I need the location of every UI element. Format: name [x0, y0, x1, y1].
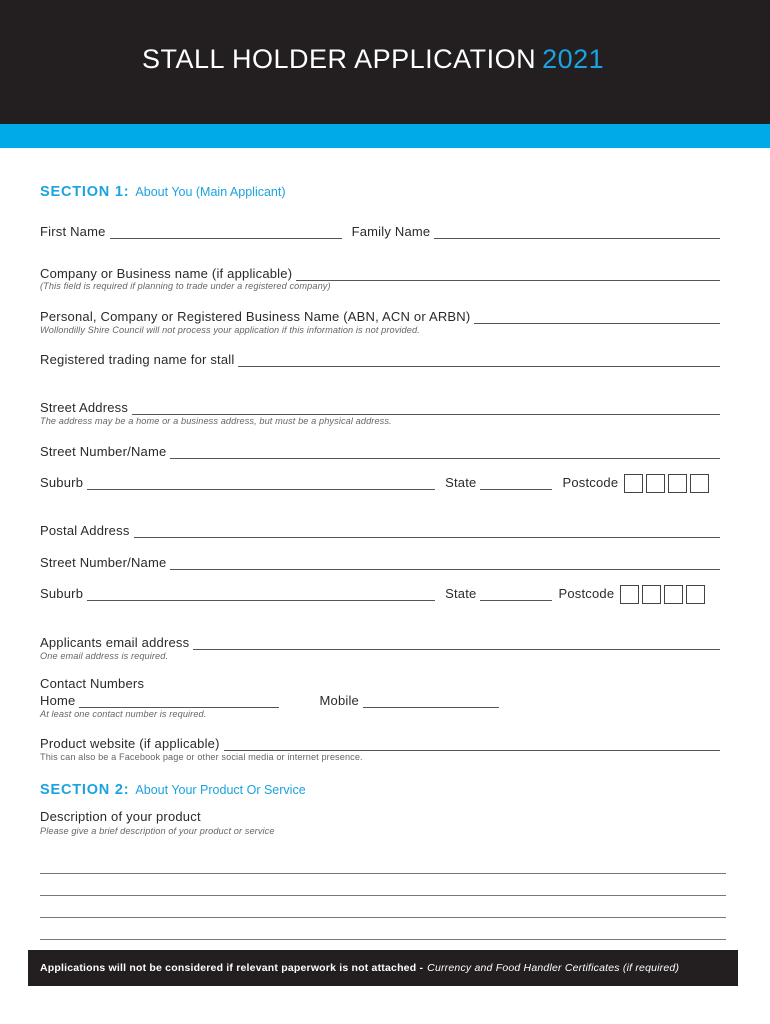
website-row — [40, 733, 720, 751]
postal-address-field[interactable] — [134, 526, 720, 538]
phone-row — [40, 690, 510, 708]
street-address-label: Street Address — [40, 400, 129, 415]
mobile-label: Mobile — [319, 693, 359, 708]
postal-state-label: State — [445, 586, 477, 601]
description-line[interactable] — [40, 873, 726, 874]
postcode-box[interactable] — [642, 585, 661, 604]
section-2-heading — [40, 782, 306, 798]
street-address-row — [40, 397, 720, 415]
registered-name-row — [40, 306, 720, 324]
registered-name-field[interactable] — [474, 312, 720, 324]
email-field[interactable] — [193, 638, 720, 650]
description-label: Description of your product — [40, 809, 201, 824]
state-label: State — [445, 475, 477, 490]
mobile-phone-field[interactable] — [363, 696, 499, 708]
description-line[interactable] — [40, 939, 726, 940]
section-1-heading — [40, 184, 286, 200]
street-address-field[interactable] — [132, 403, 720, 415]
suburb-row — [40, 472, 722, 490]
website-field[interactable] — [224, 739, 720, 751]
postcode-box[interactable] — [686, 585, 705, 604]
home-label: Home — [40, 693, 76, 708]
company-name-field[interactable] — [296, 269, 720, 281]
website-note: This can also be a Facebook page or other social media or internet presence. — [40, 752, 363, 762]
contact-note: At least one contact number is required. — [40, 709, 207, 719]
email-label: Applicants email address — [40, 635, 190, 650]
contact-numbers-label: Contact Numbers — [40, 676, 145, 691]
postcode-box[interactable] — [664, 585, 683, 604]
section-1-subtitle: About You (Main Applicant) — [135, 185, 286, 199]
postal-suburb-field[interactable] — [87, 589, 435, 601]
postal-suburb-row — [40, 583, 720, 601]
postal-street-number-row — [40, 552, 720, 570]
family-name-label: Family Name — [351, 224, 431, 239]
page-title-text: STALL HOLDER APPLICATION — [142, 44, 537, 74]
trading-name-row — [40, 349, 720, 367]
street-number-field[interactable] — [170, 447, 720, 459]
first-name-label: First Name — [40, 224, 106, 239]
street-address-note: The address may be a home or a business address, but must be a physical address. — [40, 416, 392, 426]
accent-stripe — [0, 124, 770, 148]
postcode-box[interactable] — [690, 474, 709, 493]
company-name-label: Company or Business name (if applicable) — [40, 266, 293, 281]
suburb-field[interactable] — [87, 478, 435, 490]
page-title-year: 2021 — [542, 44, 605, 74]
postcode-label: Postcode — [562, 475, 619, 490]
postal-postcode-boxes — [620, 585, 708, 604]
email-row — [40, 632, 720, 650]
postal-postcode-label: Postcode — [558, 586, 615, 601]
home-phone-field[interactable] — [79, 696, 279, 708]
registered-name-label: Personal, Company or Registered Business Name (ABN, ACN or ARBN) — [40, 309, 471, 324]
header-banner — [0, 0, 770, 124]
name-row — [40, 221, 720, 239]
registered-name-note: Wollondilly Shire Council will not process your application if this information is not provided. — [40, 325, 420, 335]
section-2-number: SECTION 2: — [40, 782, 130, 798]
postcode-box[interactable] — [620, 585, 639, 604]
family-name-field[interactable] — [434, 227, 720, 239]
description-line[interactable] — [40, 895, 726, 896]
footer-warning: Applications will not be considered if relevant paperwork is not attached - — [40, 962, 424, 974]
postcode-box[interactable] — [668, 474, 687, 493]
description-line[interactable] — [40, 917, 726, 918]
street-number-label: Street Number/Name — [40, 444, 167, 459]
first-name-field[interactable] — [110, 227, 342, 239]
description-note: Please give a brief description of your product or service — [40, 826, 275, 836]
postal-street-number-field[interactable] — [170, 558, 720, 570]
trading-name-field[interactable] — [238, 355, 720, 367]
trading-name-label: Registered trading name for stall — [40, 352, 235, 367]
state-field[interactable] — [480, 478, 552, 490]
street-number-row — [40, 441, 720, 459]
email-note: One email address is required. — [40, 651, 169, 661]
postal-street-number-label: Street Number/Name — [40, 555, 167, 570]
postal-state-field[interactable] — [480, 589, 552, 601]
section-2-subtitle: About Your Product Or Service — [135, 783, 306, 797]
postcode-box[interactable] — [624, 474, 643, 493]
company-note: (This field is required if planning to trade under a registered company) — [40, 281, 331, 291]
section-1-number: SECTION 1: — [40, 184, 130, 200]
suburb-label: Suburb — [40, 475, 84, 490]
postcode-boxes — [624, 474, 712, 493]
website-label: Product website (if applicable) — [40, 736, 220, 751]
postal-address-row — [40, 520, 720, 538]
footer-requirements: Currency and Food Handler Certificates (if required) — [427, 962, 680, 974]
postal-address-label: Postal Address — [40, 523, 130, 538]
company-row — [40, 263, 720, 281]
postcode-box[interactable] — [646, 474, 665, 493]
postal-suburb-label: Suburb — [40, 586, 84, 601]
footer-banner — [28, 950, 738, 986]
page-title — [142, 44, 604, 75]
